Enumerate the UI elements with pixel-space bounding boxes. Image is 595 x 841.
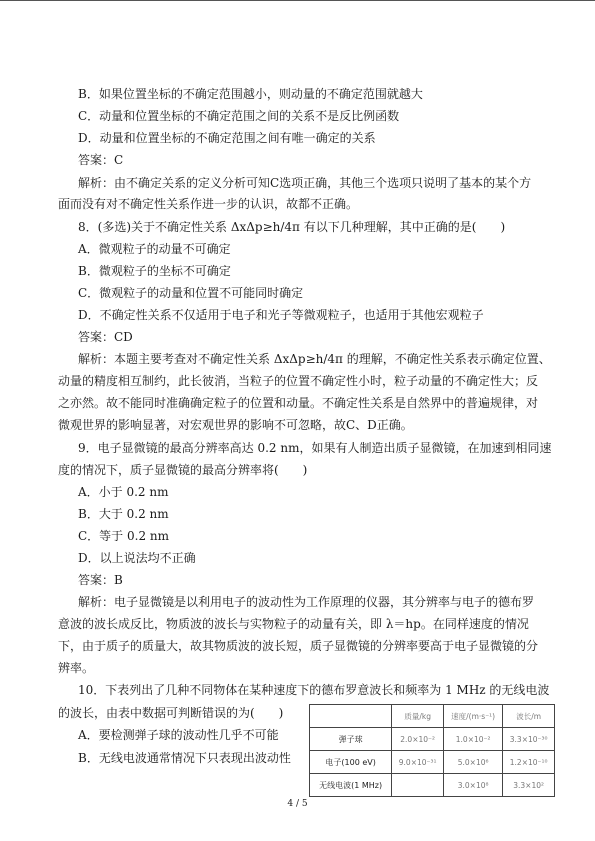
- table-header-row: [310, 705, 555, 728]
- table-row: [310, 774, 555, 797]
- text-line: 8．(多选)关于不确定性关系 ΔxΔp≥h/4π 有以下几种理解，其中正确的是( ): [78, 220, 506, 234]
- data-table: [309, 704, 555, 797]
- table-row: [310, 751, 555, 774]
- text-line: 解析：由不确定关系的定义分析可知C选项正确，其他三个选项只说明了基本的某个方: [78, 176, 532, 190]
- text-line: A．小于 0.2 nm: [78, 485, 169, 499]
- table-cell: 5.0×10⁶: [444, 751, 503, 774]
- table-cell: 3.3×10⁻³⁰: [503, 728, 555, 751]
- page-number: 4 / 5: [287, 799, 308, 809]
- table-cell: 无线电波(1 MHz): [310, 774, 392, 797]
- text-line: 解析：电子显微镜是以利用电子的波动性为工作原理的仪器，其分辨率与电子的德布罗: [78, 595, 535, 609]
- table-cell: 速度/(m·s⁻¹): [444, 705, 503, 728]
- table-cell: 3.3×10²: [503, 774, 555, 797]
- text-line: 微观世界的影响显著，对宏观世界的影响不可忽略，故C、D正确。: [58, 418, 413, 432]
- table-cell: 3.0×10⁸: [444, 774, 503, 797]
- table-cell: 2.0×10⁻²: [392, 728, 444, 751]
- text-line: 度的情况下，质子显微镜的最高分辨率将( ): [58, 463, 308, 477]
- text-line: 答案：C: [78, 153, 124, 167]
- text-line: 面而没有对不确定性关系作进一步的认识，故都不正确。: [58, 197, 359, 211]
- text-line: A．要检测弹子球的波动性几乎不可能: [78, 728, 279, 742]
- text-line: 之亦然。故不能同时准确确定粒子的位置和动量。不确定性关系是自然界中的普遍规律，对: [58, 396, 539, 410]
- text-line: 动量的精度相互制约，此长彼消，当粒子的位置不确定性小时，粒子动量的不确定性大；反: [58, 374, 539, 388]
- table-cell: 弹子球: [310, 728, 392, 751]
- table-row: [310, 728, 555, 751]
- text-line: 辨率。: [58, 661, 95, 675]
- text-line: 答案：CD: [78, 330, 133, 344]
- top-rule: [0, 0, 595, 1]
- table-cell: 9.0×10⁻³¹: [392, 751, 444, 774]
- table-cell: [392, 774, 444, 797]
- text-line: C．微观粒子的动量和位置不可能同时确定: [78, 286, 304, 300]
- table-cell: 波长/m: [503, 705, 555, 728]
- text-line: B．大于 0.2 nm: [78, 507, 169, 521]
- text-line: 答案：B: [78, 573, 123, 587]
- table-cell: 质量/kg: [392, 705, 444, 728]
- table-cell: 电子(100 eV): [310, 751, 392, 774]
- text-line: C．动量和位置坐标的不确定范围之间的关系不是反比例函数: [78, 109, 400, 123]
- text-line: C．等于 0.2 nm: [78, 529, 170, 543]
- text-line: 9．电子显微镜的最高分辨率高达 0.2 nm，如果有人制造出质子显微镜，在加速到相同速: [78, 441, 552, 455]
- text-line: B．如果位置坐标的不确定范围越小，则动量的不确定范围就越大: [78, 87, 423, 101]
- text-line: 意波的波长成反比，物质波的波长与实物粒子的动量有关，即 λ＝hp。在同样速度的情况: [58, 617, 529, 631]
- text-line: D．以上说法均不正确: [78, 551, 196, 565]
- table-cell: [310, 705, 392, 728]
- text-line: 的波长，由表中数据可判断错误的为( ): [58, 706, 284, 720]
- text-line: D．动量和位置坐标的不确定范围之间有唯一确定的关系: [78, 131, 376, 145]
- text-line: A．微观粒子的动量不可确定: [78, 242, 231, 256]
- text-line: 解析：本题主要考查对不确定性关系 ΔxΔp≥h/4π 的理解，不确定性关系表示确定位置、: [78, 352, 551, 366]
- text-line: 下，由于质子的质量大，故其物质波的波长短，质子显微镜的分辨率要高于电子显微镜的分: [58, 639, 539, 653]
- text-line: B．微观粒子的坐标不可确定: [78, 264, 231, 278]
- table-cell: 1.2×10⁻¹⁰: [503, 751, 555, 774]
- text-line: D．不确定性关系不仅适用于电子和光子等微观粒子，也适用于其他宏观粒子: [78, 308, 484, 322]
- text-line: B．无线电波通常情况下只表现出波动性: [78, 751, 291, 765]
- text-line: 10．下表列出了几种不同物体在某种速度下的德布罗意波长和频率为 1 MHz 的无线电波: [78, 683, 550, 697]
- table-cell: 1.0×10⁻²: [444, 728, 503, 751]
